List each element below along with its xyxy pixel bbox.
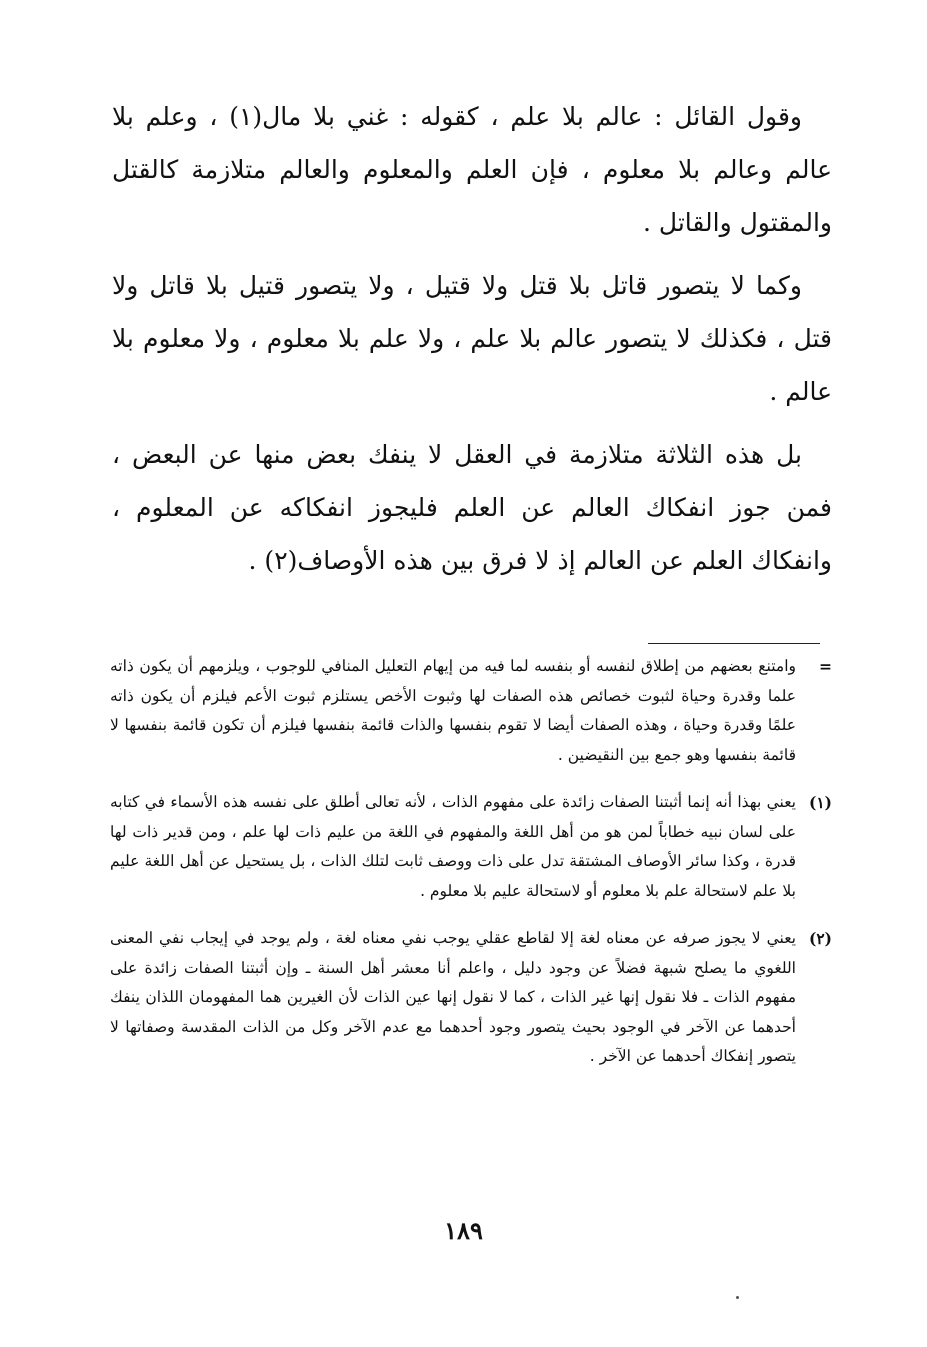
footnote-marker: (٢)	[808, 929, 832, 948]
footnote-text: وامتنع بعضهم من إطلاق لنفسه أو بنفسه لما فيه من إيهام التعليل المنافي للوجوب ، ويلزمهم أن يكون ذاته علما وقدرة وحياة لثبوت خصائص هذه الصفات لها وثبوت الأخص يستلزم ثبوت الأعم فيلزم أن يكون ذاته علمًا وقدرة وحياة ، وهذه الصفات أيضا لا تقوم بنفسها والذات قائمة بنفسها فيلزم أن تكون قائمة بنفسها لا قائمة بنفسها وهو جمع بين النقيضين .	[110, 657, 796, 764]
main-text	[112, 90, 832, 597]
footnote-text: يعني لا يجوز صرفه عن معناه لغة إلا لقاطع عقلي يوجب نفي معناه لغة ، ولم يوجد في إيجاب نفي المعنى اللغوي ما يصلح شبهة فضلاً عن وجود دليل ، واعلم أنا معشر أهل السنة ـ وإن أثبتنا الصفات زائدة على مفهوم الذات ـ فلا نقول إنها غير الذات ، كما لا نقول إنها عين الذات لأن الغيرين هما المفهومان اللذان ينفك أحدهما عن الآخر في الوجود بحيث يتصور وجود أحدهما مع عدم الآخر وكل من الذات المقدسة وصفاتها لا يتصور إنفكاك أحدهما عن الآخر .	[110, 929, 796, 1065]
main-paragraph-1: وقول القائل : عالم بلا علم ، كقوله : غني بلا مال(١) ، وعلم بلا عالم وعالم بلا معلوم ، فإن العلم والمعلوم والعالم متلازمة كالقتل والمقتول والقاتل .	[112, 102, 832, 237]
footnote-1	[110, 788, 832, 906]
footnotes	[110, 652, 832, 1090]
footnote-continuation	[110, 652, 832, 770]
scan-speck	[736, 1296, 739, 1299]
footnote-2	[110, 924, 832, 1072]
main-paragraph-2: وكما لا يتصور قاتل بلا قتل ولا قتيل ، ولا يتصور قتيل بلا قاتل ولا قتل ، فكذلك لا يتصور عالم بلا علم ، ولا علم بلا معلوم ، ولا معلوم بلا عالم .	[112, 271, 832, 406]
main-paragraph-3: بل هذه الثلاثة متلازمة في العقل لا ينفك بعض منها عن البعض ، فمن جوز انفكاك العالم عن العلم فليجوز انفكاكه عن المعلوم ، وانفكاك العلم عن العالم إذ لا فرق بين هذه الأوصاف(٢) .	[112, 440, 832, 575]
page-number: ١٨٩	[444, 1216, 483, 1245]
footnote-marker: =	[819, 657, 832, 676]
footnote-divider	[648, 643, 820, 644]
footnote-text: يعني بهذا أنه إنما أثبتنا الصفات زائدة على مفهوم الذات ، لأنه تعالى أطلق على نفسه هذه الأسماء في كتابه على لسان نبيه خطاباً لمن هو من أهل اللغة والمفهوم في اللغة من عليم ذات لها علم ، ومن قدير ذات لها قدرة ، وكذا سائر الأوصاف المشتقة تدل على ذات ووصف ثابت لتلك الذات ، بل يستحيل عن أهل اللغة عليم بلا علم لاستحالة علم بلا معلوم أو لاستحالة عليم بلا معلوم .	[110, 793, 796, 900]
footnote-marker: (١)	[808, 793, 832, 812]
